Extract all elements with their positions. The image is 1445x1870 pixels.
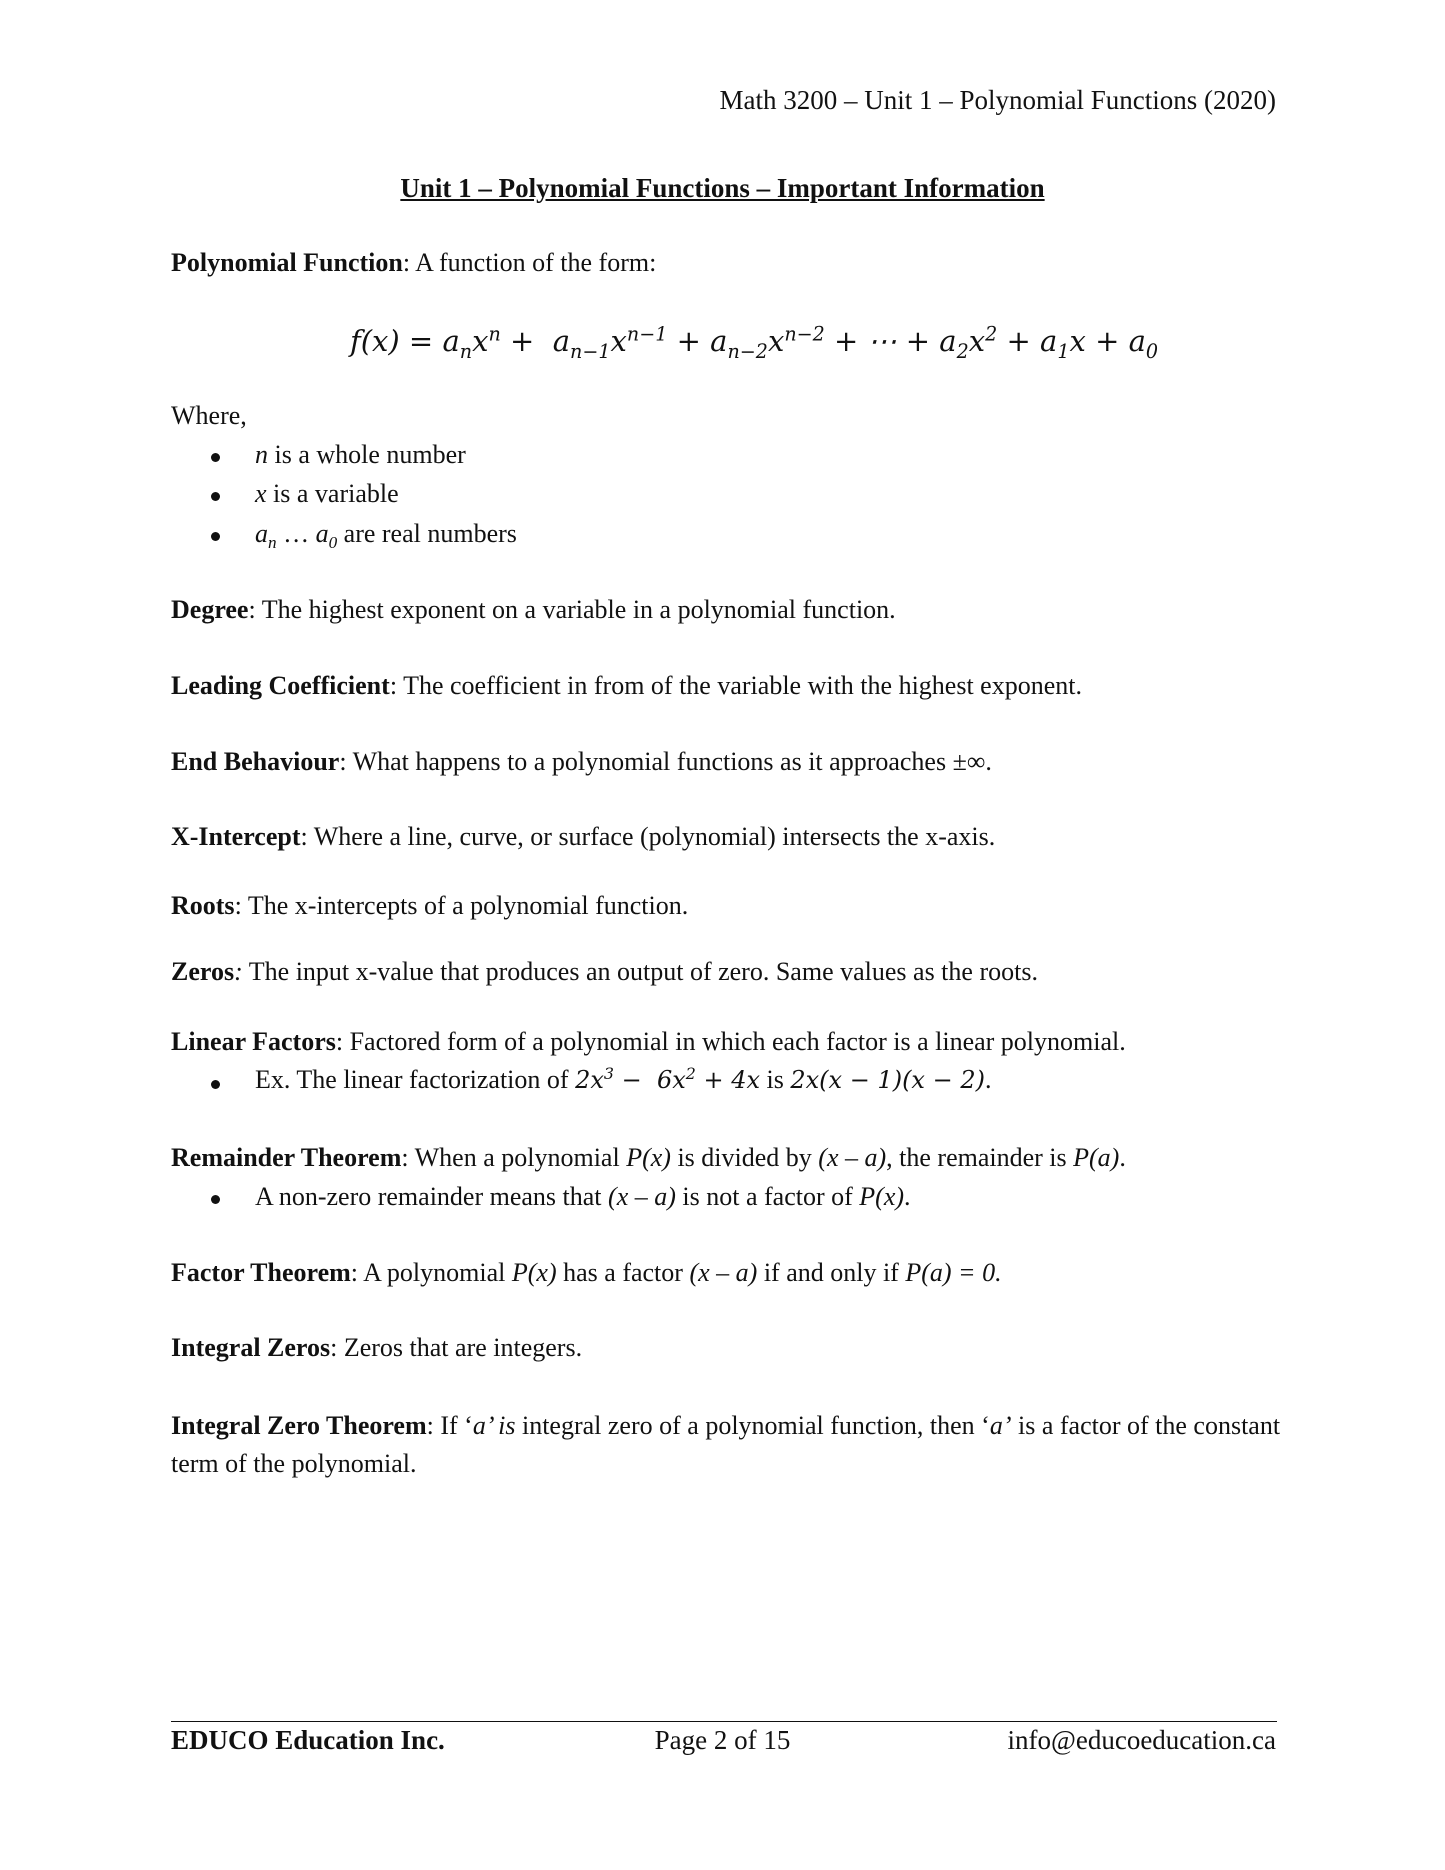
definition-remainder-theorem: Remainder Theorem: When a polynomial P(x) is divided by (x – a), the remainder is P(a). bbox=[171, 1143, 1126, 1172]
definition-zeros: Zeros: The input x-value that produces an output of zero. Same values as the roots. bbox=[171, 957, 1038, 986]
footer-company: EDUCO Education Inc. bbox=[171, 1725, 445, 1755]
bullet-item-n: n is a whole number bbox=[255, 440, 466, 469]
bullet-icon bbox=[211, 1080, 220, 1089]
example-polynomial: $2x^3 - 6x^2 + 4x$ bbox=[575, 1064, 761, 1094]
linear-factors-example: Ex. The linear factorization of $2x^3 - 6x^2 + 4x$ is 2x(x − 1)(x − 2). bbox=[255, 1064, 992, 1094]
definition-integral-zero-theorem: Integral Zero Theorem: If ‘a’ is integral zero of a polynomial function, then ‘a’ is a factor of the constant term of the polynomial. bbox=[171, 1411, 1281, 1478]
polynomial-formula bbox=[350, 322, 1159, 363]
bullet-item-coefficients: $a_n$ … $a_0$ are real numbers bbox=[255, 519, 517, 553]
page-title: Unit 1 – Polynomial Functions – Important Information bbox=[400, 173, 1045, 203]
term-polynomial-function: Polynomial Function bbox=[171, 248, 403, 277]
formula-rhs: $a_nx^n + a_{n-1}x^{n-1} + a_{n-2}x^{n-2}$ + ⋯ + $a_2x^2 + a_1x + a_0$ bbox=[442, 322, 1159, 363]
definition-roots: Roots: The x-intercepts of a polynomial function. bbox=[171, 891, 689, 920]
formula-lhs: f(x) = bbox=[350, 324, 443, 358]
definition-degree: Degree: The highest exponent on a variable in a polynomial function. bbox=[171, 595, 896, 624]
definition-leading-coefficient: Leading Coefficient: The coefficient in from of the variable with the highest exponent. bbox=[171, 671, 1082, 700]
footer-email: info@educoeducation.ca bbox=[1007, 1725, 1276, 1755]
definition-factor-theorem: Factor Theorem: A polynomial P(x) has a factor (x – a) if and only if P(a) = 0. bbox=[171, 1258, 1002, 1287]
footer-page-number: Page 2 of 15 bbox=[654, 1725, 791, 1755]
definition-polynomial-function bbox=[171, 247, 656, 280]
definition-integral-zeros: Integral Zeros: Zeros that are integers. bbox=[171, 1333, 583, 1362]
running-header: Math 3200 – Unit 1 – Polynomial Functions (2020) bbox=[719, 85, 1276, 115]
bullet-icon bbox=[211, 532, 220, 541]
definition-end-behaviour: End Behaviour: What happens to a polynomial functions as it approaches ±∞. bbox=[171, 747, 992, 776]
definition-text: : A function of the form: bbox=[402, 248, 657, 277]
remainder-theorem-note: A non-zero remainder means that (x – a) is not a factor of P(x). bbox=[255, 1182, 911, 1211]
bullet-icon bbox=[211, 453, 220, 462]
bullet-icon bbox=[211, 1195, 220, 1204]
footer-rule bbox=[171, 1721, 1277, 1722]
where-label: Where, bbox=[171, 401, 247, 430]
definition-linear-factors: Linear Factors: Factored form of a polynomial in which each factor is a linear polynomial. bbox=[171, 1027, 1126, 1056]
bullet-icon bbox=[211, 492, 220, 501]
definition-x-intercept: X-Intercept: Where a line, curve, or surface (polynomial) intersects the x-axis. bbox=[171, 822, 996, 851]
bullet-item-x: x is a variable bbox=[255, 479, 399, 508]
example-factorization: 2x(x − 1)(x − 2) bbox=[790, 1066, 985, 1094]
